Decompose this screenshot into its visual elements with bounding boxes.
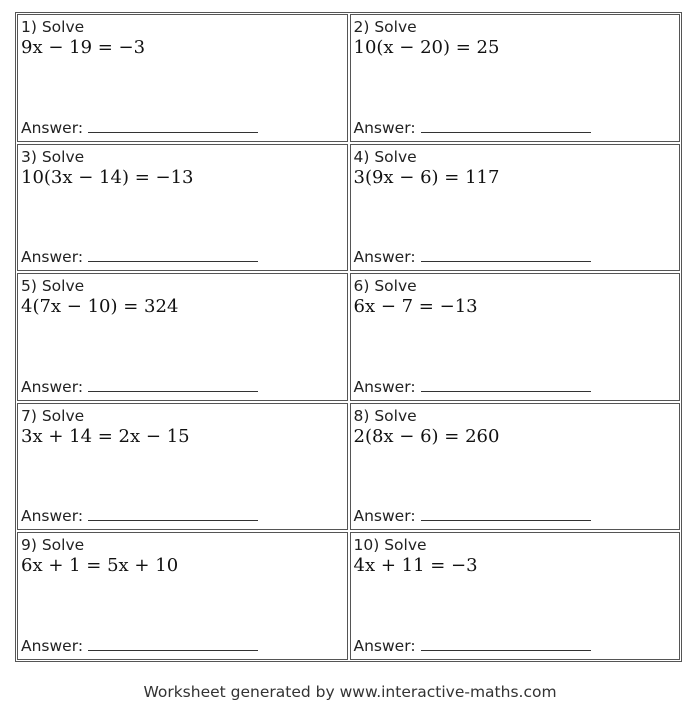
answer-row [354, 508, 591, 525]
question-label: 5) Solve [21, 277, 85, 296]
answer-row [21, 120, 258, 137]
question-label: 7) Solve [21, 406, 85, 425]
question-label: 2) Solve [353, 18, 417, 36]
answer-blank[interactable] [88, 508, 258, 521]
question-grid [17, 14, 680, 660]
question-cell-6 [350, 273, 681, 401]
answer-row [354, 638, 591, 655]
question-cell-4 [350, 144, 681, 272]
answer-label: Answer: [21, 636, 84, 655]
question-cell-5 [17, 273, 348, 401]
answer-label: Answer: [21, 248, 84, 267]
question-equation: 2(8x − 6) = 260 [353, 425, 500, 447]
question-equation: 9x − 19 = −3 [21, 37, 146, 58]
question-cell-2 [350, 14, 681, 142]
answer-row [21, 379, 258, 396]
question-equation: 4(7x − 10) = 324 [21, 296, 179, 318]
question-cell-1 [17, 14, 348, 142]
answer-blank[interactable] [88, 249, 258, 262]
question-cell-7 [17, 403, 348, 531]
answer-label: Answer: [353, 118, 416, 137]
question-label: 3) Solve [21, 147, 85, 166]
answer-row [21, 508, 258, 525]
question-equation: 3x + 14 = 2x − 15 [21, 425, 190, 447]
question-equation: 3(9x − 6) = 117 [353, 166, 500, 188]
question-label: 6) Solve [353, 277, 417, 296]
question-label: 9) Solve [21, 536, 85, 555]
answer-blank[interactable] [421, 508, 591, 521]
footer-credit: Worksheet generated by www.interactive-maths.com [143, 683, 557, 701]
answer-blank[interactable] [88, 638, 258, 651]
answer-blank[interactable] [421, 638, 591, 651]
question-cell-3 [17, 144, 348, 272]
question-label: 1) Solve [21, 18, 85, 36]
question-equation: 4x + 11 = −3 [353, 555, 478, 577]
question-label: 8) Solve [353, 406, 417, 425]
question-equation: 6x + 1 = 5x + 10 [21, 555, 179, 577]
answer-label: Answer: [21, 118, 84, 137]
answer-label: Answer: [21, 377, 84, 396]
question-label: 4) Solve [353, 147, 417, 166]
answer-blank[interactable] [421, 249, 591, 262]
answer-blank[interactable] [421, 379, 591, 392]
answer-label: Answer: [353, 636, 416, 655]
answer-label: Answer: [21, 507, 84, 526]
answer-row [21, 638, 258, 655]
answer-label: Answer: [353, 507, 416, 526]
question-equation: 6x − 7 = −13 [353, 296, 478, 318]
answer-row [354, 249, 591, 266]
answer-blank[interactable] [88, 120, 258, 133]
question-equation: 10(x − 20) = 25 [353, 37, 500, 58]
question-label: 10) Solve [353, 536, 427, 555]
answer-label: Answer: [353, 248, 416, 267]
answer-row [354, 120, 591, 137]
answer-label: Answer: [353, 377, 416, 396]
answer-blank[interactable] [88, 379, 258, 392]
question-cell-10 [350, 532, 681, 660]
question-equation: 10(3x − 14) = −13 [21, 166, 194, 188]
answer-row [21, 249, 258, 266]
answer-blank[interactable] [421, 120, 591, 133]
question-cell-8 [350, 403, 681, 531]
worksheet-table [15, 12, 682, 662]
answer-row [354, 379, 591, 396]
question-cell-9 [17, 532, 348, 660]
